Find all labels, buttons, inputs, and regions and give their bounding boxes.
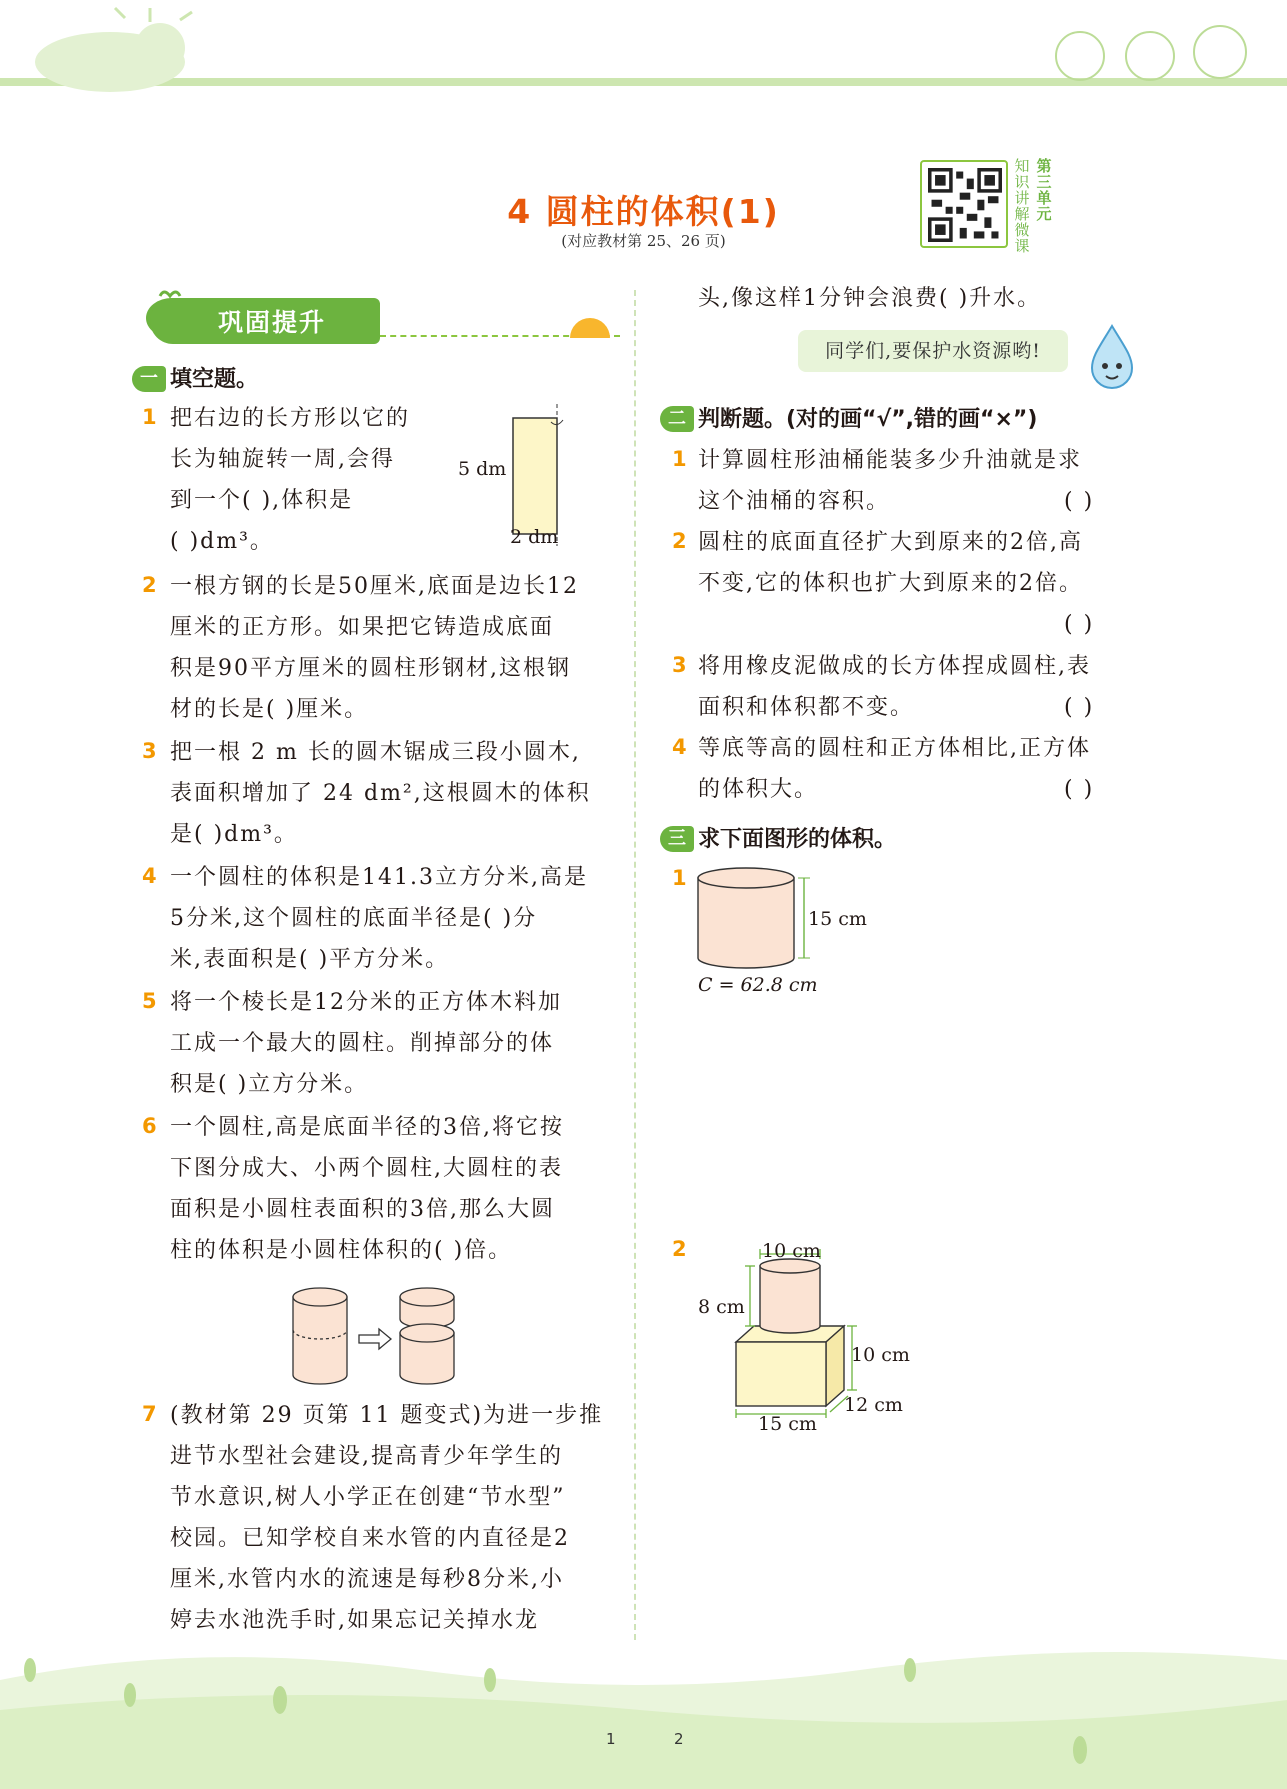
q2-line: 材的长是( )厘米。 bbox=[170, 697, 369, 722]
q7-number: 7 bbox=[142, 1402, 157, 1426]
q6-line: 面积是小圆柱表面积的3倍,那么大圆 bbox=[170, 1197, 555, 1222]
qr-label-unit: 第三单元 bbox=[1036, 157, 1052, 223]
s3-fig1-height-label: 15 cm bbox=[808, 908, 867, 930]
footer-hills-decoration bbox=[0, 1640, 1287, 1789]
s2-q2-answer-blank[interactable]: ( ) bbox=[1064, 612, 1095, 637]
s3-fig2-cylinder-height-label: 8 cm bbox=[698, 1296, 745, 1318]
s3-fig2-cylinder-diameter-label: 10 cm bbox=[762, 1240, 821, 1262]
section1-header bbox=[132, 362, 258, 393]
q6-line: 柱的体积是小圆柱体积的( )倍。 bbox=[170, 1238, 513, 1263]
s2-q3-line: 面积和体积都不变。 bbox=[698, 695, 915, 720]
q2-line: 积是90平方厘米的圆柱形钢材,这根钢 bbox=[170, 656, 571, 681]
q5-line: 工成一个最大的圆柱。削掉部分的体 bbox=[170, 1031, 555, 1056]
q3-line: 把一根 2 m 长的圆木锯成三段小圆木, bbox=[170, 740, 581, 765]
s2-q1-number: 1 bbox=[672, 447, 687, 471]
header-decoration bbox=[0, 0, 1287, 110]
q6-number: 6 bbox=[142, 1114, 157, 1138]
s2-q1-answer-blank[interactable]: ( ) bbox=[1064, 489, 1095, 514]
section2-number: 二 bbox=[660, 406, 694, 432]
q3-number: 3 bbox=[142, 739, 157, 763]
q5-number: 5 bbox=[142, 989, 157, 1013]
q7-line: 婷去水池洗手时,如果忘记关掉水龙 bbox=[170, 1608, 539, 1633]
q1-line: 把右边的长方形以它的 bbox=[170, 406, 411, 431]
q7-text bbox=[170, 1395, 620, 1641]
section2-title: 判断题。(对的画“√”,错的画“×”) bbox=[698, 407, 1038, 432]
s2-q1-line: 这个油桶的容积。 bbox=[698, 489, 891, 514]
q4-line: 一个圆柱的体积是141.3立方分米,高是 bbox=[170, 865, 588, 890]
s2-q2-line: 不变,它的体积也扩大到原来的2倍。 bbox=[698, 571, 1083, 596]
q1-line: 长为轴旋转一周,会得 bbox=[170, 447, 395, 472]
page-subtitle: (对应教材第 25、26 页) bbox=[561, 232, 726, 250]
q1-line: ( )dm³。 bbox=[170, 529, 274, 554]
q6-line: 一个圆柱,高是底面半径的3倍,将它按 bbox=[170, 1115, 564, 1140]
s2-q3-number: 3 bbox=[672, 653, 687, 677]
left-page-number: 1 bbox=[606, 1730, 616, 1748]
q3-line: 表面积增加了 24 dm²,这根圆木的体积 bbox=[170, 781, 591, 806]
s2-q3-answer-blank[interactable]: ( ) bbox=[1064, 695, 1095, 720]
q7-line: (教材第 29 页第 11 题变式)为进一步推 bbox=[170, 1403, 604, 1428]
q3-text bbox=[170, 732, 620, 855]
q7-continuation: 头,像这样1分钟会浪费( )升水。 bbox=[698, 286, 1042, 311]
q5-line: 积是( )立方分米。 bbox=[170, 1072, 369, 1097]
section3-number: 三 bbox=[660, 826, 694, 852]
s2-q4-line: 的体积大。 bbox=[698, 777, 819, 802]
qr-code-icon[interactable] bbox=[928, 168, 1002, 242]
section2-header bbox=[660, 402, 1037, 433]
column-divider bbox=[634, 290, 636, 1640]
q6-line: 下图分成大、小两个圆柱,大圆柱的表 bbox=[170, 1156, 563, 1181]
page-title: 4 圆柱的体积(1) bbox=[507, 192, 780, 231]
q7-line: 厘米,水管内水的流速是每秒8分米,小 bbox=[170, 1567, 564, 1592]
q5-text bbox=[170, 982, 620, 1105]
q4-line: 米,表面积是( )平方分米。 bbox=[170, 947, 450, 972]
q4-number: 4 bbox=[142, 864, 157, 888]
s2-q4-answer-blank[interactable]: ( ) bbox=[1064, 777, 1095, 802]
s2-q2-number: 2 bbox=[672, 529, 687, 553]
q2-line: 厘米的正方形。如果把它铸造成底面 bbox=[170, 615, 555, 640]
q4-text bbox=[170, 857, 620, 980]
q1-width-label: 2 dm bbox=[510, 526, 559, 548]
q1-text bbox=[170, 398, 450, 562]
q1-line: 到一个( ),体积是 bbox=[170, 488, 354, 513]
s2-q4-number: 4 bbox=[672, 735, 687, 759]
s3-fig2-box-width-label: 15 cm bbox=[758, 1413, 817, 1435]
section1-title: 填空题。 bbox=[170, 367, 259, 392]
s3-fig2-box-depth-label: 12 cm bbox=[844, 1394, 903, 1416]
s2-q2-line: 圆柱的底面直径扩大到原来的2倍,高 bbox=[698, 530, 1083, 555]
water-drop-mascot-icon bbox=[1082, 322, 1142, 392]
s3-fig1-circumference-label: C = 62.8 cm bbox=[698, 974, 818, 996]
section3-title: 求下面图形的体积。 bbox=[698, 827, 897, 852]
q4-line: 5分米,这个圆柱的底面半径是( )分 bbox=[170, 906, 538, 931]
right-page-number: 2 bbox=[674, 1730, 684, 1748]
q3-line: 是( )dm³。 bbox=[170, 822, 298, 847]
q6-cylinder-split-figure bbox=[285, 1285, 465, 1390]
section1-number: 一 bbox=[132, 366, 166, 392]
q6-text bbox=[170, 1107, 620, 1271]
q7-line: 校园。已知学校自来水管的内直径是2 bbox=[170, 1526, 570, 1551]
s2-q1-line: 计算圆柱形油桶能装多少升油就是求 bbox=[698, 448, 1083, 473]
q1-number: 1 bbox=[142, 405, 157, 429]
q2-line: 一根方钢的长是50厘米,底面是边长12 bbox=[170, 574, 579, 599]
section3-header bbox=[660, 822, 896, 853]
q5-line: 将一个棱长是12分米的正方体木料加 bbox=[170, 990, 562, 1015]
q2-number: 2 bbox=[142, 573, 157, 597]
qr-label-micro-lesson: 知识讲解微课 bbox=[1014, 157, 1030, 255]
sun-icon bbox=[565, 310, 615, 340]
q1-height-label: 5 dm bbox=[458, 458, 507, 480]
speech-bubble: 同学们,要保护水资源哟! bbox=[798, 330, 1068, 372]
q7-line: 节水意识,树人小学正在创建“节水型” bbox=[170, 1485, 566, 1510]
banner-label: 巩固提升 bbox=[218, 308, 327, 337]
s2-q4-line: 等底等高的圆柱和正方体相比,正方体 bbox=[698, 736, 1091, 761]
s3-fig1-number: 1 bbox=[672, 866, 687, 890]
q2-text bbox=[170, 566, 620, 730]
s3-fig2-box-height-label: 10 cm bbox=[851, 1344, 910, 1366]
s2-q2-text bbox=[698, 522, 1148, 604]
s2-q3-line: 将用橡皮泥做成的长方体捏成圆柱,表 bbox=[698, 654, 1091, 679]
s3-fig2-composite-figure bbox=[680, 1238, 900, 1418]
q7-line: 进节水型社会建设,提高青少年学生的 bbox=[170, 1444, 563, 1469]
s3-fig2-number: 2 bbox=[672, 1237, 687, 1261]
